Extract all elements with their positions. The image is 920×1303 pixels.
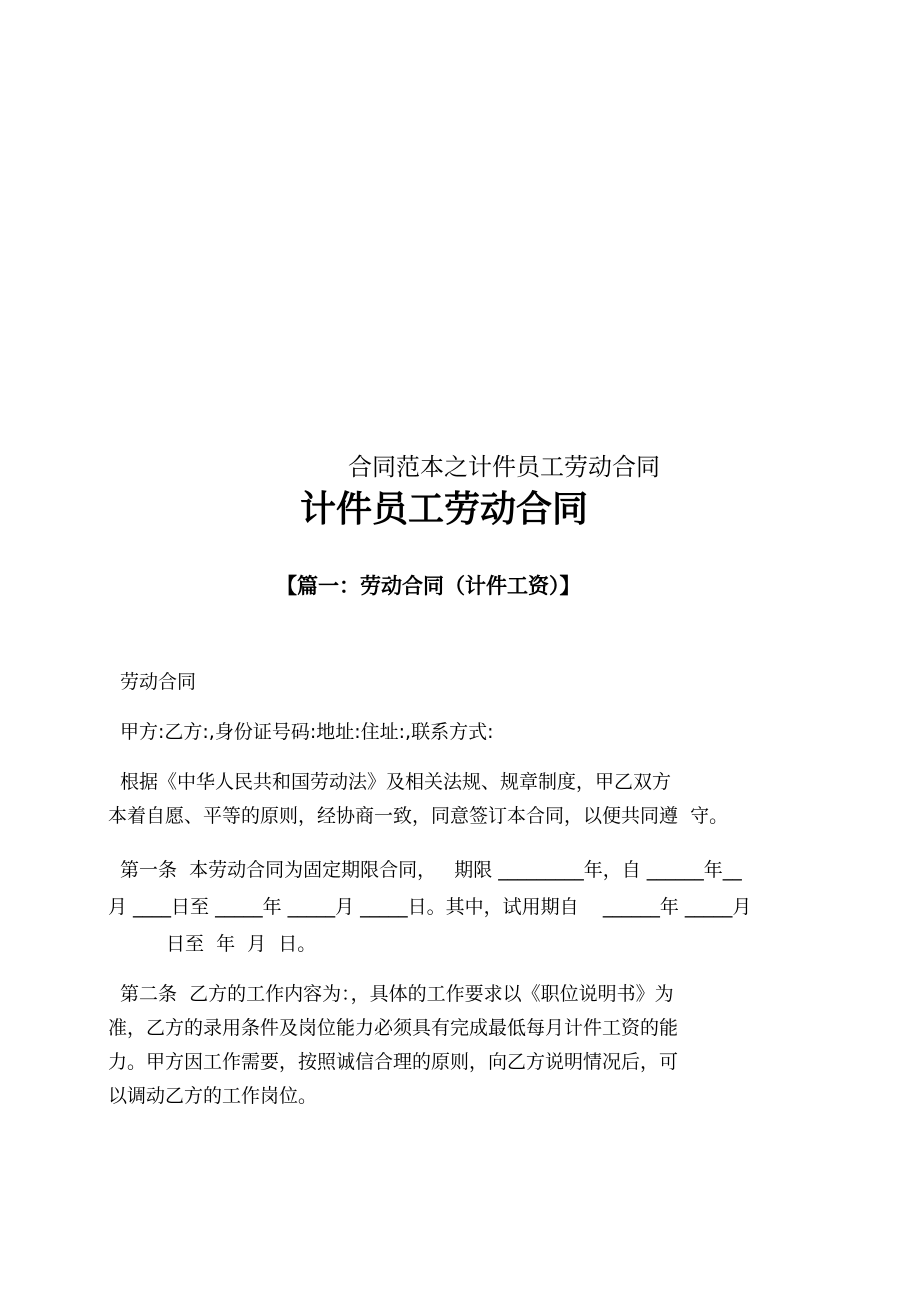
article1-line-1: 第一条 本劳动合同为固定期限合同， 期限 _________年，自 ______年__ — [120, 859, 742, 881]
article2-line-3: 力。甲方因工作需要，按照诚信合理的原则，向乙方说明情况后，可 — [108, 1051, 679, 1073]
parties-line: 甲方:乙方:,身份证号码:地址:住址:,联系方式: — [120, 721, 494, 743]
doc-label: 劳动合同 — [120, 671, 197, 693]
section-title: 【篇一：劳动合同（计件工资）】 — [276, 574, 581, 598]
article2-line-2: 准，乙方的录用条件及岗位能力必须具有完成最低每月计件工资的能 — [108, 1017, 679, 1039]
article2-line-1: 第二条 乙方的工作内容为：，具体的工作要求以《职位说明书》为 — [120, 983, 674, 1005]
article2-line-4: 以调动乙方的工作岗位。 — [108, 1085, 318, 1107]
article1-line-2: 月 ____日至 _____年 _____月 _____日。其中，试用期自 ______年 _____月 — [108, 896, 752, 918]
main-title: 计件员工劳动合同 — [300, 489, 589, 530]
header-title: 合同范本之计件员工劳动合同 — [348, 453, 660, 481]
preamble-line-2: 本着自愿、平等的原则，经协商一致，同意签订本合同，以便共同遵 守。 — [108, 805, 729, 827]
article1-line-3: 日至 年 月 日。 — [166, 933, 317, 955]
preamble-line-1: 根据《中华人民共和国劳动法》及相关法规、规章制度，甲乙双方 — [120, 771, 672, 793]
